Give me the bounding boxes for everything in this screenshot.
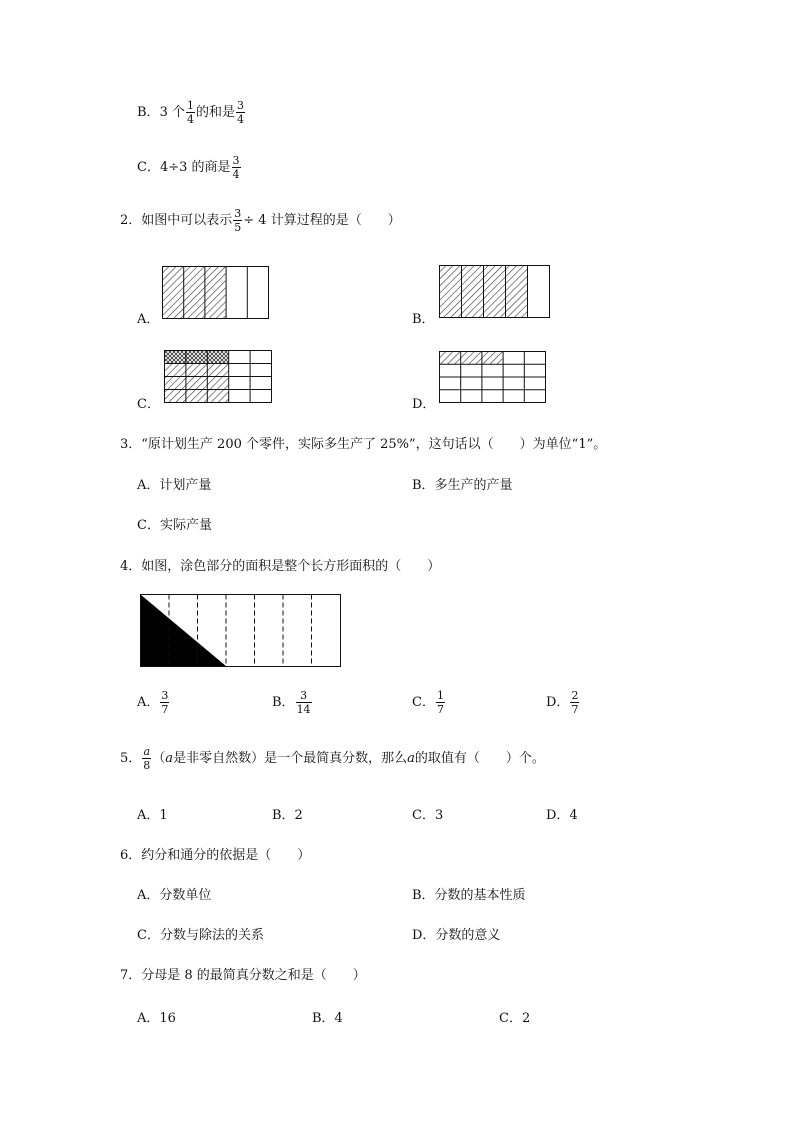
q7-option-b: B．4 <box>312 1011 343 1026</box>
q1-option-c: C．4÷3 的商是 $\frac{3}{4}$ <box>137 154 240 181</box>
q7-stem: 7．分母是 8 的最简真分数之和是（ ） <box>120 968 366 983</box>
q5-option-d: D．4 <box>546 808 578 823</box>
q7-option-c: C．2 <box>499 1011 531 1026</box>
q4-option-b: B． $\frac{3}{14}$ <box>272 689 311 716</box>
q6-option-d: D．分数的意义 <box>412 928 501 943</box>
q6-option-a: A．分数单位 <box>137 888 212 903</box>
q4-option-c: C． $\frac{1}{7}$ <box>412 689 444 716</box>
q4-option-d: D． $\frac{2}{7}$ <box>546 689 579 716</box>
q3-option-c: C．实际产量 <box>137 518 212 533</box>
q3-option-a: A．计划产量 <box>137 478 212 493</box>
q2-figure-c <box>164 350 273 404</box>
q7-option-a: A．16 <box>137 1011 176 1026</box>
q2-figure-a <box>162 266 270 320</box>
q2-option-c-label: C． <box>137 397 160 412</box>
q5-option-c: C．3 <box>412 808 444 823</box>
q5-stem: 5． $\frac{a}{8}$ （a是非零自然数）是一个最简真分数，那么a的取值有（ ）个。 <box>120 745 545 772</box>
q4-figure <box>140 594 342 668</box>
q6-option-b: B．分数的基本性质 <box>412 888 526 903</box>
q5-option-b: B．2 <box>272 808 303 823</box>
q2-stem: 2．如图中可以表示 $\frac{3}{5}$ ÷ 4 计算过程的是（ ） <box>120 207 401 234</box>
q2-option-b-label: B． <box>412 312 435 327</box>
q2-option-d-label: D． <box>412 397 436 412</box>
q4-option-a: A． $\frac{3}{7}$ <box>137 689 169 716</box>
q3-stem: 3．“原计划生产 200 个零件，实际多生产了 25%”，这句话以（ ）为单位“1”。 <box>120 437 607 452</box>
q1-option-b: B．3 个 $\frac{1}{4}$ 的和是 $\frac{3}{4}$ <box>137 99 244 126</box>
q5-option-a: A．1 <box>137 808 168 823</box>
q2-figure-d <box>439 351 547 404</box>
q6-option-c: C．分数与除法的关系 <box>137 928 264 943</box>
q2-figure-b <box>439 265 551 320</box>
q2-option-a-label: A． <box>137 312 160 327</box>
q4-stem: 4．如图，涂色部分的面积是整个长方形面积的（ ） <box>120 559 441 574</box>
q6-stem: 6．约分和通分的依据是（ ） <box>120 848 311 863</box>
q3-option-b: B．多生产的产量 <box>412 478 513 493</box>
